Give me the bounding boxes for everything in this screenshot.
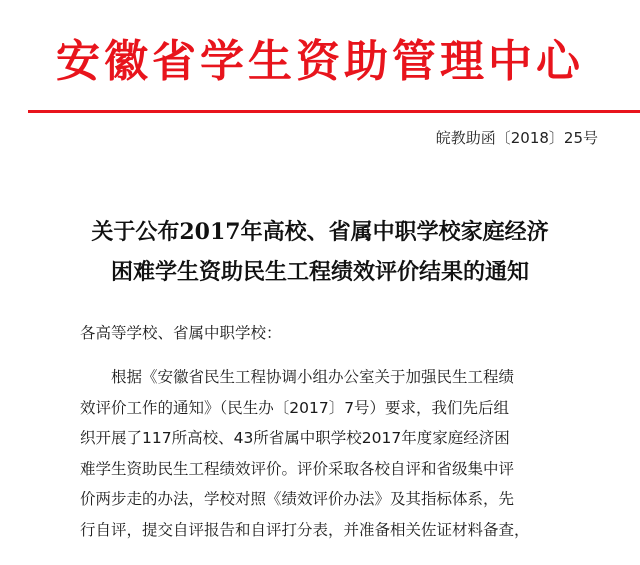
title-line: 困难学生资助民生工程绩效评价结果的通知 <box>110 259 529 285</box>
salutation: 各高等学校、省属中职学校： <box>80 324 282 342</box>
document-number: 皖教助函〔2018〕25号 <box>435 129 598 147</box>
header-divider <box>28 110 640 113</box>
title-line: 关于公布2017年高校、省属中职学校家庭经济 <box>91 219 549 245</box>
body-paragraph <box>80 362 580 545</box>
document-title <box>0 212 640 292</box>
org-header: 安徽省学生资助管理中心 <box>56 36 584 87</box>
body-line: 织开展了117所高校、43所省属中职学校2017年度家庭经济困 <box>80 429 510 447</box>
body-line: 效评价工作的通知》（民生办〔2017〕7号）要求，我们先后组 <box>80 398 510 417</box>
body-line: 价两步走的办法，学校对照《绩效评价办法》及其指标体系，先 <box>80 490 515 508</box>
body-line: 难学生资助民生工程绩效评价。评价采取各校自评和省级集中评 <box>80 459 515 478</box>
body-line: 行自评，提交自评报告和自评打分表，并准备相关佐证材料备查， <box>80 520 530 539</box>
body-line: 根据《安徽省民生工程协调小组办公室关于加强民生工程绩 <box>111 368 515 386</box>
